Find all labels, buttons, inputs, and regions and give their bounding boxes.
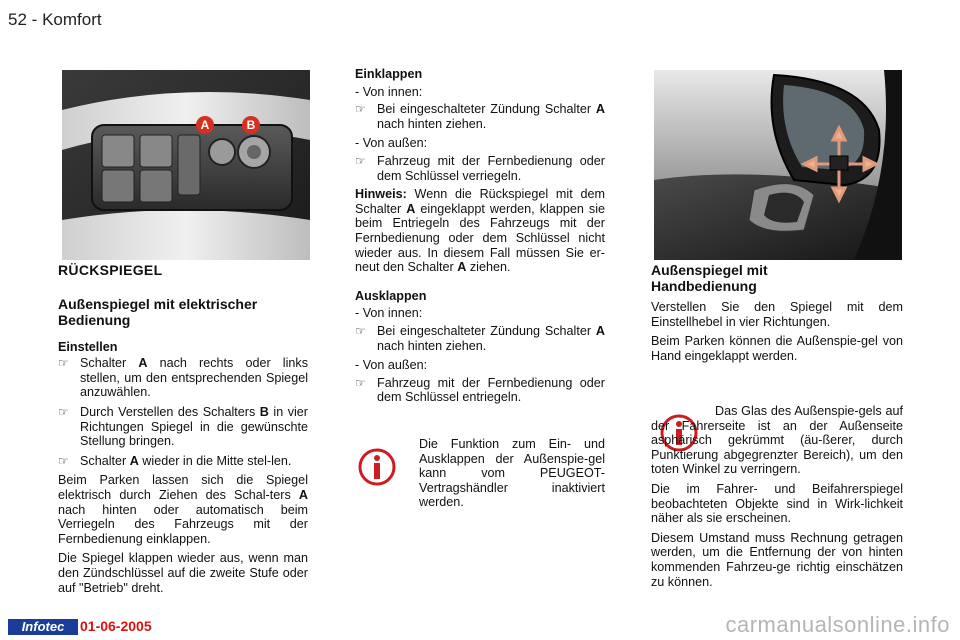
- pointing-hand-icon: ☞: [355, 102, 366, 117]
- innen-line-1: - Von innen:: [355, 84, 423, 99]
- bullet-text: Durch Verstellen des Schalters: [80, 404, 260, 419]
- info-para-2: Die im Fahrer- und Beifahrerspiegel beobachteten Objekte sind in Wirk-lichkeit näher als sie erscheinen.: [651, 481, 903, 526]
- pointing-hand-icon: ☞: [355, 153, 366, 168]
- bullet-bold: A: [138, 356, 148, 371]
- column-3: [651, 262, 903, 368]
- aussen-line-1: - Von außen:: [355, 136, 428, 151]
- column-1: [58, 263, 308, 600]
- bullet-bold: A: [129, 453, 139, 468]
- pointing-hand-icon: ☞: [355, 323, 366, 338]
- einklappen-heading: Einklappen: [355, 67, 423, 81]
- bullet-text: Bei eingeschalteter Zündung Schalter: [377, 102, 596, 117]
- watermark: carmanualsonline.info: [725, 612, 950, 637]
- info-text-col2: Die Funktion zum Ein- und Ausklappen der Außenspie-gel kann vom PEUGEOT-Vertragshändler inaktiviert werden.: [419, 437, 605, 510]
- bullet-text: wieder in die Mitte stel-len.: [138, 453, 292, 468]
- unfold-paragraph: Die Spiegel klappen wieder aus, wenn man den Zündschlüssel auf die zweite Stufe oder auf "Betrieb" dreht.: [58, 551, 308, 595]
- print-date: 01-06-2005: [80, 618, 152, 634]
- aussen-bullet-2: [355, 376, 605, 405]
- parking-paragraph: [58, 473, 308, 546]
- paragraph-text: eingeklappt werden, klappen sie beim Entriegeln des Fahrzeugs mit der Fernbedienung oder dem Schlüssel nicht wieder aus. In diesem Fall müssen Sie er-neut den Schalter: [355, 201, 605, 275]
- bullet-text: nach hinten ziehen.: [377, 116, 487, 131]
- pointing-hand-icon: ☞: [58, 453, 69, 468]
- column-2: [355, 67, 605, 407]
- info-text: Das Glas des Außenspie-gels auf der Fahrerseite ist an der Außenseite asphärisch gekrümmt (äu-ßerer, durch Punktierung abgegrenzter Bereich), um den toten Winkel zu verringern.: [651, 404, 903, 477]
- einstellen-bullet-1: [58, 356, 308, 400]
- electric-mirror-subtitle: Außenspiegel mit elektrischer Bedienung: [58, 295, 258, 328]
- label-a: A: [200, 118, 210, 132]
- pointing-hand-icon: ☞: [58, 404, 69, 419]
- bullet-bold: A: [595, 102, 605, 117]
- bullet-text: Bei eingeschalteter Zündung Schalter: [377, 323, 596, 338]
- paragraph-bold: A: [298, 487, 308, 502]
- mirror-photo: [654, 70, 902, 260]
- bullet-text: nach hinten ziehen.: [377, 338, 487, 353]
- bullet-text: Schalter: [80, 453, 130, 468]
- einstellen-bullet-3: [58, 454, 308, 469]
- paragraph-bold: A: [457, 260, 467, 275]
- label-a-marker: [196, 116, 214, 134]
- hinweis-label: Hinweis:: [355, 187, 407, 202]
- header-separator: -: [31, 10, 38, 29]
- label-b: B: [246, 118, 256, 132]
- manual-para-2: Beim Parken können die Außenspie-gel von Hand eingeklappt werden.: [651, 334, 903, 363]
- pointing-hand-icon: ☞: [58, 356, 69, 371]
- einstellen-bullet-2: [58, 405, 308, 449]
- bullet-text: in vier Richtungen Spiegel in die gewünschte Stellung bringen.: [80, 404, 308, 449]
- paragraph-bold: A: [406, 201, 416, 216]
- einstellen-heading: Einstellen: [58, 339, 118, 354]
- bullet-text: nach rechts oder links stellen, um den entsprechenden Spiegel anzuwählen.: [80, 356, 309, 400]
- hinweis-paragraph: [355, 187, 605, 275]
- aussen-line-2: - Von außen:: [355, 358, 428, 373]
- bullet-bold: A: [595, 323, 605, 338]
- infotec-logo: Infotec: [8, 619, 78, 635]
- label-b-marker: [242, 116, 260, 134]
- bullet-text: Schalter: [80, 356, 139, 371]
- paragraph-text: Beim Parken lassen sich die Spiegel elektrisch durch Ziehen des Schal-ters: [58, 473, 308, 502]
- innen-bullet-1: [355, 102, 605, 131]
- innen-line-2: - Von innen:: [355, 306, 423, 321]
- page-header: [8, 10, 102, 30]
- page-number: 52: [8, 10, 27, 29]
- bullet-text: Fahrzeug mit der Fernbedienung oder dem Schlüssel verriegeln.: [377, 153, 605, 183]
- info-para-1: [651, 404, 903, 477]
- aussen-bullet-1: [355, 154, 605, 183]
- info-box-col3: [651, 404, 903, 594]
- page-title: Komfort: [42, 10, 102, 29]
- paragraph-text: ziehen.: [466, 260, 511, 275]
- bullet-bold: B: [259, 404, 269, 419]
- info-para-3: Diesem Umstand muss Rechnung getragen werden, um die Entfernung der von hinten kommenden Fahrzeu-ge richtig einschätzen zu können.: [651, 530, 903, 589]
- manual-mirror-subtitle: Außenspiegel mit Handbedienung: [651, 262, 768, 294]
- paragraph-text: nach hinten oder automatisch beim Verriegeln des Fahrzeugs mit der Fernbedienung einklappen.: [58, 502, 308, 546]
- ausklappen-heading: Ausklappen: [355, 288, 427, 303]
- paragraph-text: Wenn die Rückspiegel mit dem Schalter: [355, 187, 605, 216]
- section-title: RÜCKSPIEGEL: [58, 262, 163, 278]
- door-switch-photo: [62, 70, 310, 260]
- info-icon: [358, 448, 396, 491]
- manual-para-1: Verstellen Sie den Spiegel mit dem Einstellhebel in vier Richtungen.: [651, 300, 903, 329]
- bullet-text: Fahrzeug mit der Fernbedienung oder dem Schlüssel entriegeln.: [377, 375, 605, 405]
- innen-bullet-2: [355, 324, 605, 353]
- pointing-hand-icon: ☞: [355, 375, 366, 390]
